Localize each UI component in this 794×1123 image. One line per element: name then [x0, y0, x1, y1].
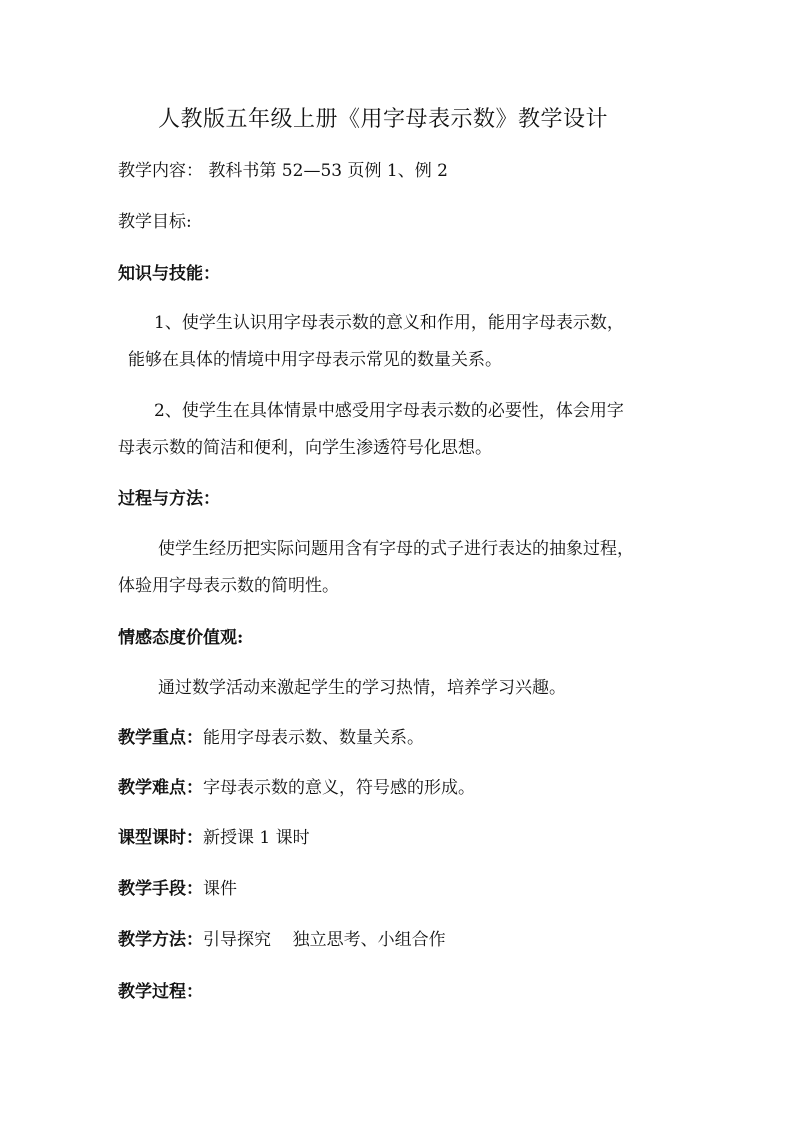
knowledge-paragraph-2-line-2: 母表示数的简洁和便利，向学生渗透符号化思想。	[118, 438, 492, 458]
key-point-row	[118, 727, 424, 749]
document-title: 人教版五年级上册《用字母表示数》教学设计	[158, 107, 609, 132]
process-paragraph-line-1: 使学生经历把实际问题用含有字母的式子进行表达的抽象过程，	[158, 539, 634, 559]
process-paragraph-line-2: 体验用字母表示数的简明性。	[118, 576, 339, 596]
difficulty-text: 字母表示数的意义，符号感的形成。	[203, 778, 475, 798]
difficulty-label: 教学难点：	[118, 778, 203, 798]
teaching-objectives-label: 教学目标:	[118, 212, 192, 232]
teaching-procedure-heading: 教学过程：	[118, 982, 203, 1002]
knowledge-skills-heading: 知识与技能：	[118, 264, 220, 284]
knowledge-paragraph-2-line-1: 2、使学生在具体情景中感受用字母表示数的必要性，体会用字	[154, 401, 624, 421]
lesson-type-text: 新授课 1 课时	[203, 828, 310, 848]
key-point-text: 能用字母表示数、数量关系。	[203, 728, 424, 748]
teaching-methods-label: 教学方法：	[118, 930, 203, 950]
process-methods-heading: 过程与方法：	[118, 489, 220, 509]
teaching-means-row	[118, 878, 237, 900]
lesson-type-row	[118, 827, 310, 849]
teaching-methods-row	[118, 929, 446, 951]
teaching-methods-text: 引导探究 独立思考、小组合作	[203, 930, 446, 950]
teaching-means-text: 课件	[203, 879, 237, 899]
lesson-type-label: 课型课时：	[118, 828, 203, 848]
difficulty-row	[118, 777, 475, 799]
teaching-content-line: 教学内容： 教科书第 52—53 页例 1、例 2	[118, 161, 448, 181]
attitude-paragraph: 通过数学活动来激起学生的学习热情，培养学习兴趣。	[158, 678, 566, 698]
teaching-means-label: 教学手段：	[118, 879, 203, 899]
knowledge-paragraph-1-line-1: 1、使学生认识用字母表示数的意义和作用，能用字母表示数，	[154, 313, 624, 333]
knowledge-paragraph-1-line-2: 能够在具体的情境中用字母表示常见的数量关系。	[128, 350, 502, 370]
key-point-label: 教学重点：	[118, 728, 203, 748]
attitude-values-heading: 情感态度价值观:	[118, 628, 244, 648]
